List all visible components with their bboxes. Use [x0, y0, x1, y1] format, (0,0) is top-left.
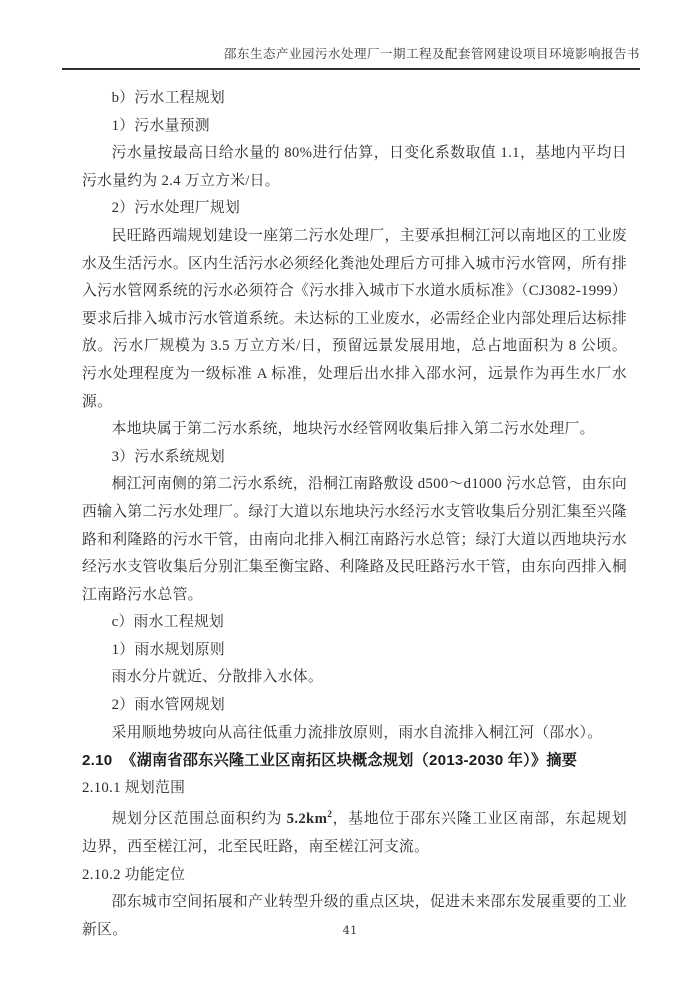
paragraph-rain-principle: 雨水分片就近、分散排入水体。: [111, 669, 323, 686]
paragraph-local-block: 本地块属于第二污水系统，地块污水经管网收集后排入第二污水处理厂。: [111, 421, 595, 438]
section-heading-2-10: 2.10 《湖南省邵东兴隆工业区南拓区块概念规划（2013-2030 年）》摘要: [82, 752, 578, 770]
sub-heading-2-rain-network: 2）雨水管网规划: [111, 697, 225, 714]
superscript-2: 2: [327, 810, 333, 821]
sub-heading-2-treatment-plant: 2）污水处理厂规划: [111, 200, 241, 217]
sub-heading-3-sewage-system: 3）污水系统规划: [111, 448, 225, 465]
page-footer: [0, 923, 700, 937]
paragraph-rain-network: 采用顺地势坡向从高往低重力流排放原则，雨水自流排入桐江河（邵水）。: [111, 724, 603, 741]
sub-heading-1-sewage-forecast: 1）污水量预测: [111, 117, 210, 134]
paragraph-treatment-plant: 民旺路西端规划建设一座第二污水处理厂，主要承担桐江河以南地区的工业废水及生活污水。区内生活污水必须经化粪池处理后方可排入城市污水管网，所有排入污水管网系统的污水必须符合《污水排入城市下水道水质标准》（CJ3082-1999）要求后排入城市污水管道系统。未达标的工业废水，必需经企业内部处理后达标排放。污水厂规模为 3.5 万立方米/日，预留远景发展用地，总占地面积为 8 公顷。污水处理程度为一级标准 A 标准，处理后出水排入邵水河，远景作为再生水厂水源。: [82, 227, 627, 410]
paragraph-planning-scope: [82, 802, 627, 861]
area-value-bold: $5.2km^2$: [286, 810, 333, 828]
paragraph-sewage-system: 桐江河南侧的第二污水系统，沿桐江南路敷设 d500～d1000 污水总管，由东向西输入第二污水处理厂。绿汀大道以东地块污水经污水支管收集后分别汇集至兴隆路和利隆路的污水干管，由南向北排入桐江南路污水总管；绿汀大道以西地块污水经污水支管收集后分别汇集至衡宝路、利隆路及民旺路污水干管，由东向西排入桐江南路污水总管。: [82, 476, 627, 603]
sub-heading-b-sewage-plan: b）污水工程规划: [111, 90, 225, 106]
planning-scope-suffix: ，基地位于邵东兴隆工业区南部，东起规划边界，西至槎江河，北至民旺路，南至槎江河支流。: [82, 811, 627, 855]
planning-scope-prefix: 规划分区范围总面积约为: [111, 811, 287, 828]
page-header: [62, 46, 640, 70]
subsection-heading-2-10-1: 2.10.1 规划范围: [82, 779, 186, 796]
subsection-heading-2-10-2: 2.10.2 功能定位: [82, 866, 186, 883]
report-header-title: 邵东生态产业园污水处理厂一期工程及配套管网建设项目环境影响报告书: [223, 47, 640, 61]
document-body: [82, 85, 627, 944]
page-number: 41: [342, 923, 358, 937]
sub-heading-c-rainwater-plan: c）雨水工程规划: [111, 614, 225, 631]
paragraph-function-position: 邵东城市空间拓展和产业转型升级的重点区块，促进未来邵东发展重要的工业新区。: [82, 894, 627, 938]
paragraph-sewage-forecast: 污水量按最高日给水量的 80%进行估算，日变化系数取值 1.1，基地内平均日污水量约为 2.4 万立方米/日。: [82, 145, 627, 189]
sub-heading-1-rain-principle: 1）雨水规划原则: [111, 641, 225, 658]
